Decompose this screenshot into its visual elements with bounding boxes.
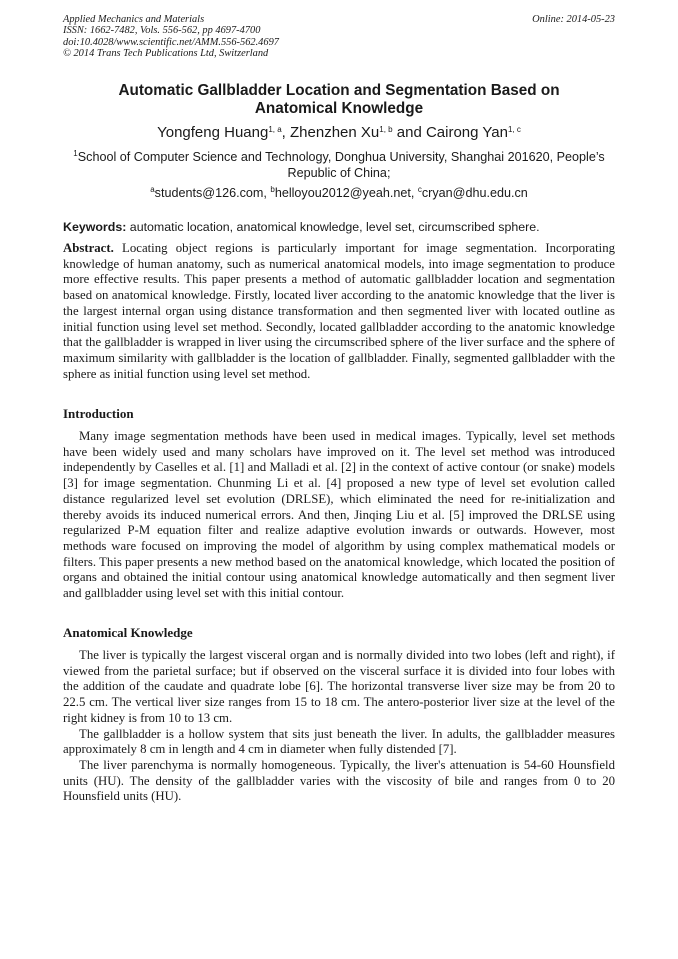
email-marker: a: [150, 185, 155, 194]
paper-title: [63, 82, 615, 118]
keywords: [63, 220, 615, 235]
author-emails: [63, 185, 615, 201]
paragraph: Many image segmentation methods have been used in medical images. Typically, level set methods have been widely used and many scholars have improved on it. The level set method was introduced independently by Caselles et al. [1] and Malladi et al. [2] in the context of active contour (or snake) models [3] for image segmentation. Chunming Li et al. [4] proposed a new type of level set evolution called distance regularized level set evolution (DRLSE), which eliminated the need for re-initialization and thereby avoids its induced numerical errors. And then, Jinqing Liu et al. [5] improved the DRLSE using regularized P-M equation filter and realize adaptive evolution inwards or outwards. However, most methods ware focused on improving the model of algorithm by using complex mathematical models or filters. This paper presents a new method based on the anatomical knowledge, which located the position of organs and obtained the initial contour using anatomical knowledge automatically and then segment liver and gallbladder using level set with this initial contour.: [63, 429, 615, 601]
anatomical-knowledge-body: [63, 648, 615, 805]
keywords-label: Keywords:: [63, 220, 127, 234]
online-date: Online: 2014-05-23: [532, 14, 615, 25]
author-name: Zhenzhen Xu: [290, 124, 380, 141]
introduction-heading: Introduction: [63, 406, 134, 421]
author-name: and Cairong Yan: [396, 124, 508, 141]
keywords-text: automatic location, anatomical knowledge, level set, circumscribed sphere.: [126, 220, 540, 234]
email-marker: b: [270, 185, 275, 194]
page-header: [63, 14, 615, 60]
author-list: Yongfeng Huang$^{1, a}$, Zhenzhen Xu$^{1, b}$ and Cairong Yan$^{1, c}$: [157, 124, 521, 141]
author-affil-marker: 1, a: [268, 125, 282, 134]
email-marker: c: [417, 185, 422, 194]
introduction-body: [63, 429, 615, 602]
journal-name: Applied Mechanics and Materials: [63, 14, 205, 25]
title-line-2: Anatomical Knowledge: [254, 100, 424, 117]
author-affil-marker: 1, b: [379, 125, 393, 134]
affiliation-marker: 1: [73, 149, 78, 158]
doi-line: doi:10.4028/www.scientific.net/AMM.556-562.4697: [63, 36, 279, 48]
abstract-text: Locating object regions is particularly important for image segmentation. Incorporating knowledge of human anatomy, such as numerical anatomical models, into image segmentation to produce more effective results. This paper presents a method of automatic gallbladder location and segmentation based on anatomical knowledge. Firstly, located liver according to the anatomic knowledge that the liver is the largest internal organ using distance transformation and then segmented liver with located outline as initial function using level set method. Secondly, located gallbladder according to the anatomic knowledge that the gallbladder is wrapped in liver using the circumscribed sphere of the liver surface and the sphere of maximum similarity with gallbladder is the location of gallbladder. Finally, segmented gallbladder with the sphere as initial function using level set method.: [63, 241, 615, 381]
copyright-line: © 2014 Trans Tech Publications Ltd, Switzerland: [63, 48, 269, 60]
paragraph: The gallbladder is a hollow system that sits just beneath the liver. In adults, the gallbladder measures approximately 8 cm in length and 4 cm in diameter when fully distended [7].: [63, 726, 615, 757]
affiliation: [70, 149, 608, 181]
abstract: [63, 241, 615, 382]
author-affil-marker: 1, c: [507, 125, 521, 134]
affiliation-text: School of Computer Science and Technology, Donghua University, Shanghai 201620, People’s Republic of China;: [77, 150, 605, 180]
email-b[interactable]: helloyou2012@yeah.net,: [274, 186, 418, 200]
author-name: Yongfeng Huang: [157, 124, 269, 141]
email-c[interactable]: cryan@dhu.edu.cn: [421, 186, 528, 200]
abstract-label: Abstract.: [63, 241, 114, 255]
email-a[interactable]: students@126.com,: [154, 186, 271, 200]
paragraph: The liver parenchyma is normally homogeneous. Typically, the liver's attenuation is 54-60 Hounsfield units (HU). The density of the gallbladder varies with the viscosity of bile and ranges from 0 to 20 Hounsfield units (HU).: [63, 757, 615, 804]
anatomical-knowledge-heading: Anatomical Knowledge: [63, 625, 193, 640]
paragraph: The liver is typically the largest visceral organ and is normally divided into two lobes (left and right), if viewed from the parietal surface; but if observed on the visceral surface it is divided into four lobes with the addition of the caudate and quadrate lobe [6]. The horizontal transverse liver size may be from 20 to 22.5 cm. The vertical liver size ranges from 15 to 18 cm. The antero-posterior liver size at the level of the right kidney is from 10 to 13 cm.: [63, 648, 615, 725]
title-line-1: Automatic Gallbladder Location and Segmentation Based on: [118, 82, 560, 99]
issn-line: ISSN: 1662-7482, Vols. 556-562, pp 4697-4700: [63, 25, 261, 37]
